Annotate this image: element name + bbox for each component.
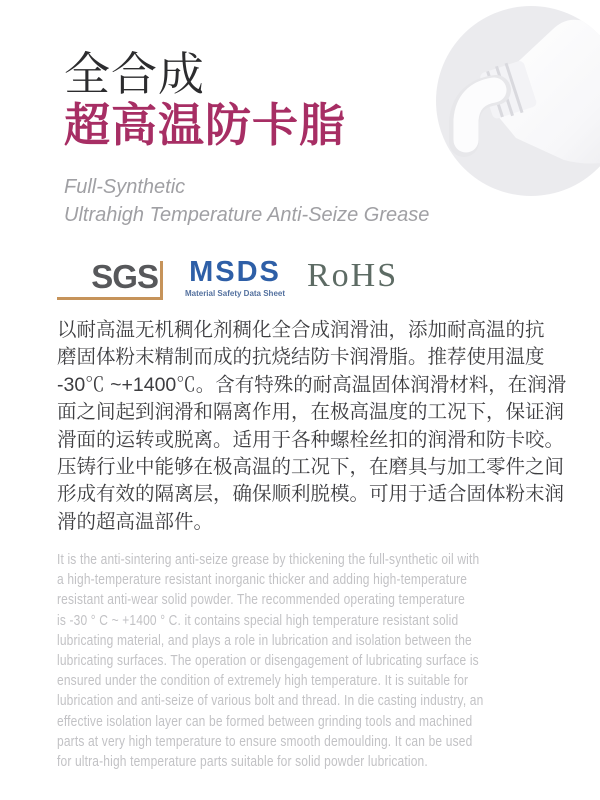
text-line: lubricating material, and plays a role in lubrication and isolation between the [57, 631, 472, 649]
msds-logo [176, 257, 294, 298]
header [64, 50, 429, 229]
text-line: It is the anti-sintering anti-seize grease by thickening the full-synthetic oil with [57, 551, 480, 568]
msds-sublabel: Material Safety Data Sheet [184, 289, 286, 298]
text-line: 压铸行业中能够在极高温的工况下，在磨具与加工零件之间 [57, 456, 565, 479]
product-title [64, 50, 429, 149]
description-chinese [57, 317, 566, 536]
text-line: lubricating surfaces. The operation or disengagement of lubricating surface is [57, 652, 479, 670]
text-line: 形成有效的隔离层，确保顺利脱模。可用于适合固体粉末润 [57, 483, 565, 506]
rohs-label: RoHS [307, 257, 399, 294]
rohs-logo [307, 258, 398, 294]
text-line: lubrication and anti-seize of various bolt and thread. In die casting industry, an [57, 692, 484, 710]
title-cn-line2: 超高温防卡脂 [64, 99, 346, 151]
msds-label: MSDS [189, 256, 281, 288]
text-line: 磨固体粉末精制而成的抗烧结防卡润滑脂。推荐使用温度 [57, 346, 545, 369]
text-line: -30℃ ~+1400℃。含有特殊的耐高温固体润滑材料，在润滑 [57, 373, 567, 396]
text-line: 滑面的运转或脱离。适用于各种螺栓丝扣的润滑和防卡咬。 [57, 428, 565, 451]
title-cn-line1: 全合成 [64, 48, 205, 100]
text-line: 以耐高温无机稠化剂稠化全合成润滑油，添加耐高温的抗 [57, 319, 545, 341]
text-line: resistant anti-wear solid powder. The recommended operating temperature [57, 591, 466, 609]
text-line: 滑的超高温部件。 [57, 510, 214, 533]
subtitle-line2: Ultrahigh Temperature Anti-Seize Grease [64, 204, 430, 226]
subtitle-line1: Full-Synthetic [64, 176, 186, 198]
product-photo-circle [436, 6, 600, 196]
text-line: ensured under the condition of extremely high temperature. It is suitable for [57, 672, 469, 690]
grease-tube-icon [436, 6, 600, 196]
text-line: parts at very high temperature to ensure smooth demoulding. It can be used [57, 732, 473, 750]
text-line: a high-temperature resistant inorganic thicker and adding high-temperature [57, 571, 468, 589]
sgs-logo [57, 260, 163, 300]
certifications-row [57, 255, 398, 300]
text-line: 面之间起到润滑和隔离作用，在极高温度的工况下，保证润 [57, 401, 565, 424]
text-line: for ultra-high temperature parts suitable for solid powder lubrication. [57, 753, 428, 771]
subtitle-en [64, 173, 429, 229]
sgs-label: SGS [91, 258, 158, 295]
text-line: effective isolation layer can be formed between grinding tools and machined [57, 712, 473, 730]
text-line: is -30 ° C ~ +1400 ° C. it contains special high temperature resistant solid [57, 611, 459, 629]
description-english [57, 550, 483, 772]
